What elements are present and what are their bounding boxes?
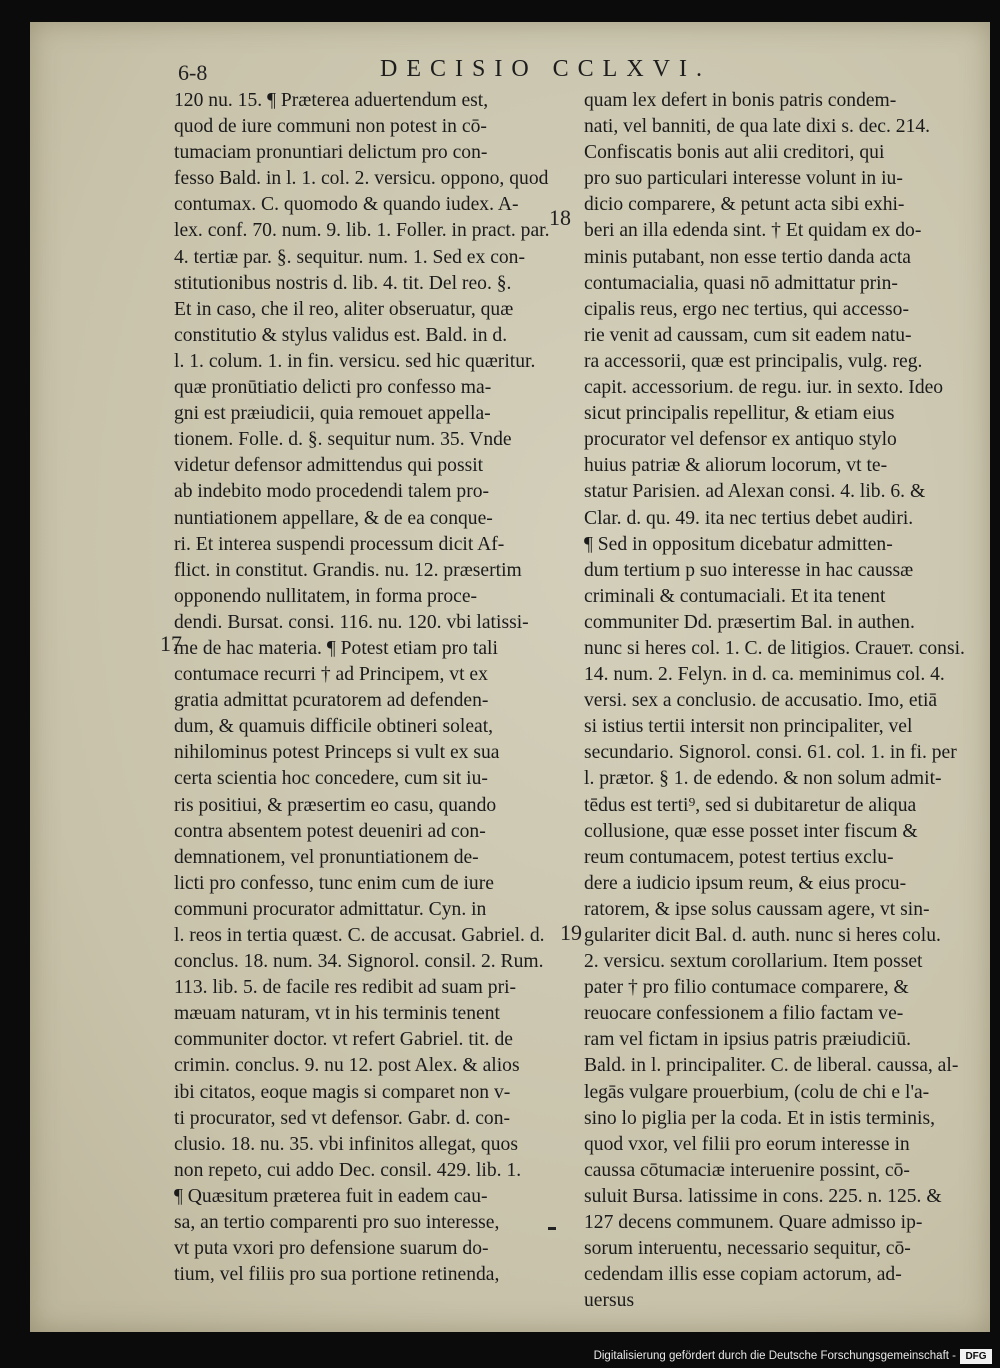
text-line: sorum interuentu, necessario sequitur, cō- <box>584 1238 911 1260</box>
text-line: communi procurator admittatur. Cyn. in <box>174 898 487 920</box>
text-line: reuocare confessionem a filio factam ve- <box>584 1003 904 1025</box>
text-line: l. prætor. § 1. de edendo. & non solum admit- <box>584 768 942 790</box>
text-line: ibi citatos, eoque magis si comparet non v- <box>174 1081 511 1103</box>
text-line: contumax. C. quomodo & quando iudex. A- <box>174 194 519 216</box>
text-line: ra accessorii, quæ est principalis, vulg. reg. <box>584 350 923 372</box>
text-line: sino lo piglia per la coda. Et in istis terminis, <box>584 1107 936 1129</box>
running-head: DECISIO CCLXVI. <box>380 56 711 82</box>
text-line: pro suo particulari interesse volunt in iu- <box>584 168 903 190</box>
margin-number-19: 19 <box>560 920 582 945</box>
text-line: cipalis reus, ergo nec tertius, qui accesso- <box>584 298 909 320</box>
text-line: 2. versicu. sextum corollarium. Item posset <box>584 951 923 973</box>
text-line: flict. in constitut. Grandis. nu. 12. præsertim <box>174 559 522 581</box>
text-line: tium, vel filiis pro sua portione retinenda, <box>174 1264 500 1286</box>
text-line: 120 nu. 15. ¶ Præterea aduertendum est, <box>174 90 489 111</box>
text-line: criminali & contumaciali. Et ita tenent <box>584 585 886 607</box>
page-number: 6-8 <box>178 60 208 85</box>
text-line: quam lex defert in bonis patris condem- <box>584 90 897 111</box>
text-line: quod de iure communi non potest in cō- <box>174 116 487 138</box>
text-line: reum contumacem, potest tertius exclu- <box>584 846 894 868</box>
text-line: contumace recurri † ad Principem, vt ex <box>174 664 488 686</box>
dfg-logo: DFG <box>960 1349 992 1364</box>
text-line: stitutionibus nostris d. lib. 4. tit. Del reo. §. <box>174 272 512 294</box>
text-line: pater † pro filio contumace comparere, & <box>584 977 909 999</box>
text-line: dum, & quamuis difficile obtineri soleat, <box>174 716 494 738</box>
text-line: statur Parisien. ad Alexan consi. 4. lib. 6. & <box>584 481 926 503</box>
text-line: Bald. in l. principaliter. C. de liberal. caussa, al- <box>584 1055 959 1077</box>
text-line: certa scientia hoc concedere, cum sit iu- <box>174 768 488 790</box>
text-line: tionem. Folle. d. §. sequitur num. 35. Vnde <box>174 429 512 451</box>
text-line: Confiscatis bonis aut alii creditori, qui <box>584 142 885 164</box>
text-line: tumaciam pronuntiari delictum pro con- <box>174 142 488 164</box>
text-line: gni est præiudicii, quia remouet appella- <box>174 403 491 425</box>
text-line: demnationem, vel pronuntiationem de- <box>174 846 479 868</box>
text-line: nuntiationem appellare, & de ea conque- <box>174 507 493 529</box>
printer-mark <box>548 1227 556 1230</box>
text-line: uersus <box>584 1290 635 1312</box>
text-line: Clar. d. qu. 49. ita nec tertius debet audiri. <box>584 507 914 529</box>
text-line: dicio comparere, & petunt acta sibi exhi- <box>584 194 905 216</box>
text-line: dum tertium p suo interesse in hac caussæ <box>584 559 914 581</box>
text-line: ab indebito modo procedendi talem pro- <box>174 481 490 503</box>
footer-credit: Digitalisierung gefördert durch die Deutsche Forschungsgemeinschaft - <box>593 1350 956 1362</box>
text-line: ris positiui, & præsertim eo casu, quando <box>174 794 497 816</box>
text-line: me de hac materia. ¶ Potest etiam pro tali <box>174 637 498 659</box>
text-line: non repeto, cui addo Dec. consil. 429. lib. 1. <box>174 1159 522 1181</box>
text-line: collusione, quæ esse posset inter fiscum & <box>584 820 918 842</box>
text-line: videtur defensor admittendus qui possit <box>174 455 484 477</box>
text-line: vt puta vxori pro defensione suarum do- <box>174 1238 489 1260</box>
text-line: beri an illa edenda sint. † Et quidam ex do- <box>584 220 922 242</box>
text-line: procurator vel defensor ex antiquo stylo <box>584 429 897 451</box>
text-line: nati, vel banniti, de qua late dixi s. dec. 214. <box>584 116 931 138</box>
text-line: communiter doctor. vt refert Gabriel. tit. de <box>174 1029 513 1051</box>
text-line: ratorem, & ipse solus caussam agere, vt sin- <box>584 898 930 920</box>
text-line: legās vulgare prouerbium, (colu de chi e l'a- <box>584 1081 930 1103</box>
text-line: gratia admittat pcuratorem ad defenden- <box>174 690 489 712</box>
text-line: licti pro confesso, tunc enim cum de iure <box>174 872 494 894</box>
text-line: contra absentem potest deueniri ad con- <box>174 820 486 842</box>
text-line: crimin. conclus. 9. nu 12. post Alex. & alios <box>174 1055 520 1077</box>
text-line: rie venit ad caussam, cum sit eadem natu- <box>584 324 912 346</box>
text-line: quod vxor, vel filii pro eorum interesse in <box>584 1133 910 1155</box>
text-line: ti procurator, sed vt defensor. Gabr. d. con- <box>174 1107 511 1129</box>
text-line: conclus. 18. num. 34. Signorol. consil. 2. Rum. <box>174 951 544 973</box>
text-line: ram vel fictam in ipsius patris præiudiciū. <box>584 1029 912 1051</box>
text-line: caussa cōtumaciæ interuenire possint, cō- <box>584 1159 910 1181</box>
text-line: 113. lib. 5. de facile res redibit ad suam pri- <box>174 977 517 999</box>
text-line: tēdus est terti⁹, sed si dubitaretur de aliqua <box>584 794 917 816</box>
text-line: ri. Et interea suspendi processum dicit Af- <box>174 533 505 555</box>
text-line: clusio. 18. nu. 35. vbi infinitos allegat, quos <box>174 1133 518 1155</box>
text-line: secundario. Signorol. consi. 61. col. 1. in fi. per <box>584 742 957 764</box>
text-line: ¶ Sed in oppositum dicebatur admitten- <box>584 533 893 555</box>
text-line: l. reos in tertia quæst. C. de accusat. Gabriel. d. <box>174 925 545 946</box>
text-line: dere a iudicio ipsum reum, & eius procu- <box>584 872 907 894</box>
text-line: gulariter dicit Bal. d. auth. nunc si heres colu. <box>584 925 941 946</box>
text-line: capit. accessorium. de regu. iur. in sexto. Ideo <box>584 377 944 399</box>
text-line: huius patriæ & aliorum locorum, vt te- <box>584 455 888 477</box>
text-line: minis putabant, non esse tertio danda acta <box>584 246 912 268</box>
text-line: lex. conf. 70. num. 9. lib. 1. Foller. in pract. par. <box>174 220 550 242</box>
text-line: nunc si heres col. 1. C. de litigios. Craueт. consi. <box>584 637 965 659</box>
right-text-column <box>584 88 972 1314</box>
text-line: dendi. Bursat. consi. 116. nu. 120. vbi latissi- <box>174 611 529 633</box>
text-line: contumacialia, quasi nō admittatur prin- <box>584 272 898 294</box>
text-line: nihilominus potest Princeps si vult ex sua <box>174 742 500 764</box>
margin-number-18: 18 <box>549 205 571 230</box>
text-line: sa, an tertio comparenti pro suo interesse, <box>174 1212 500 1234</box>
margin-number-17: 17 <box>160 631 182 656</box>
text-line: sicut principalis repellitur, & etiam eius <box>584 403 895 425</box>
text-line: quæ pronūtiatio delicti pro confesso ma- <box>174 377 492 399</box>
text-line: suluit Bursa. latissime in cons. 225. n. 125. & <box>584 1185 942 1207</box>
text-line: cedendam illis esse copiam actorum, ad- <box>584 1264 902 1286</box>
text-line: communiter Dd. præsertim Bal. in authen. <box>584 611 915 633</box>
text-line: Et in caso, che il reo, aliter obseruatur, quæ <box>174 298 514 320</box>
text-line: constitutio & stylus validus est. Bald. in d. <box>174 324 508 346</box>
text-line: 4. tertiæ par. §. sequitur. num. 1. Sed ex con- <box>174 246 526 268</box>
text-line: opponendo nullitatem, in forma proce- <box>174 585 478 607</box>
text-line: l. 1. colum. 1. in fin. versicu. sed hic quæritur. <box>174 350 536 372</box>
text-line: si istius tertii intersit non principaliter, vel <box>584 716 913 738</box>
left-text-column <box>174 88 562 1288</box>
text-line: versi. sex a conclusio. de accusatio. Imo, etiā <box>584 690 938 712</box>
text-line: 14. num. 2. Felyn. in d. ca. meminimus col. 4. <box>584 664 945 686</box>
text-line: mæuam naturam, vt in his terminis tenent <box>174 1003 500 1025</box>
text-line: fesso Bald. in l. 1. col. 2. versicu. oppono, quod <box>174 168 549 190</box>
text-line: ¶ Quæsitum præterea fuit in eadem cau- <box>174 1185 488 1207</box>
text-line: 127 decens communem. Quare admisso ip- <box>584 1212 923 1234</box>
